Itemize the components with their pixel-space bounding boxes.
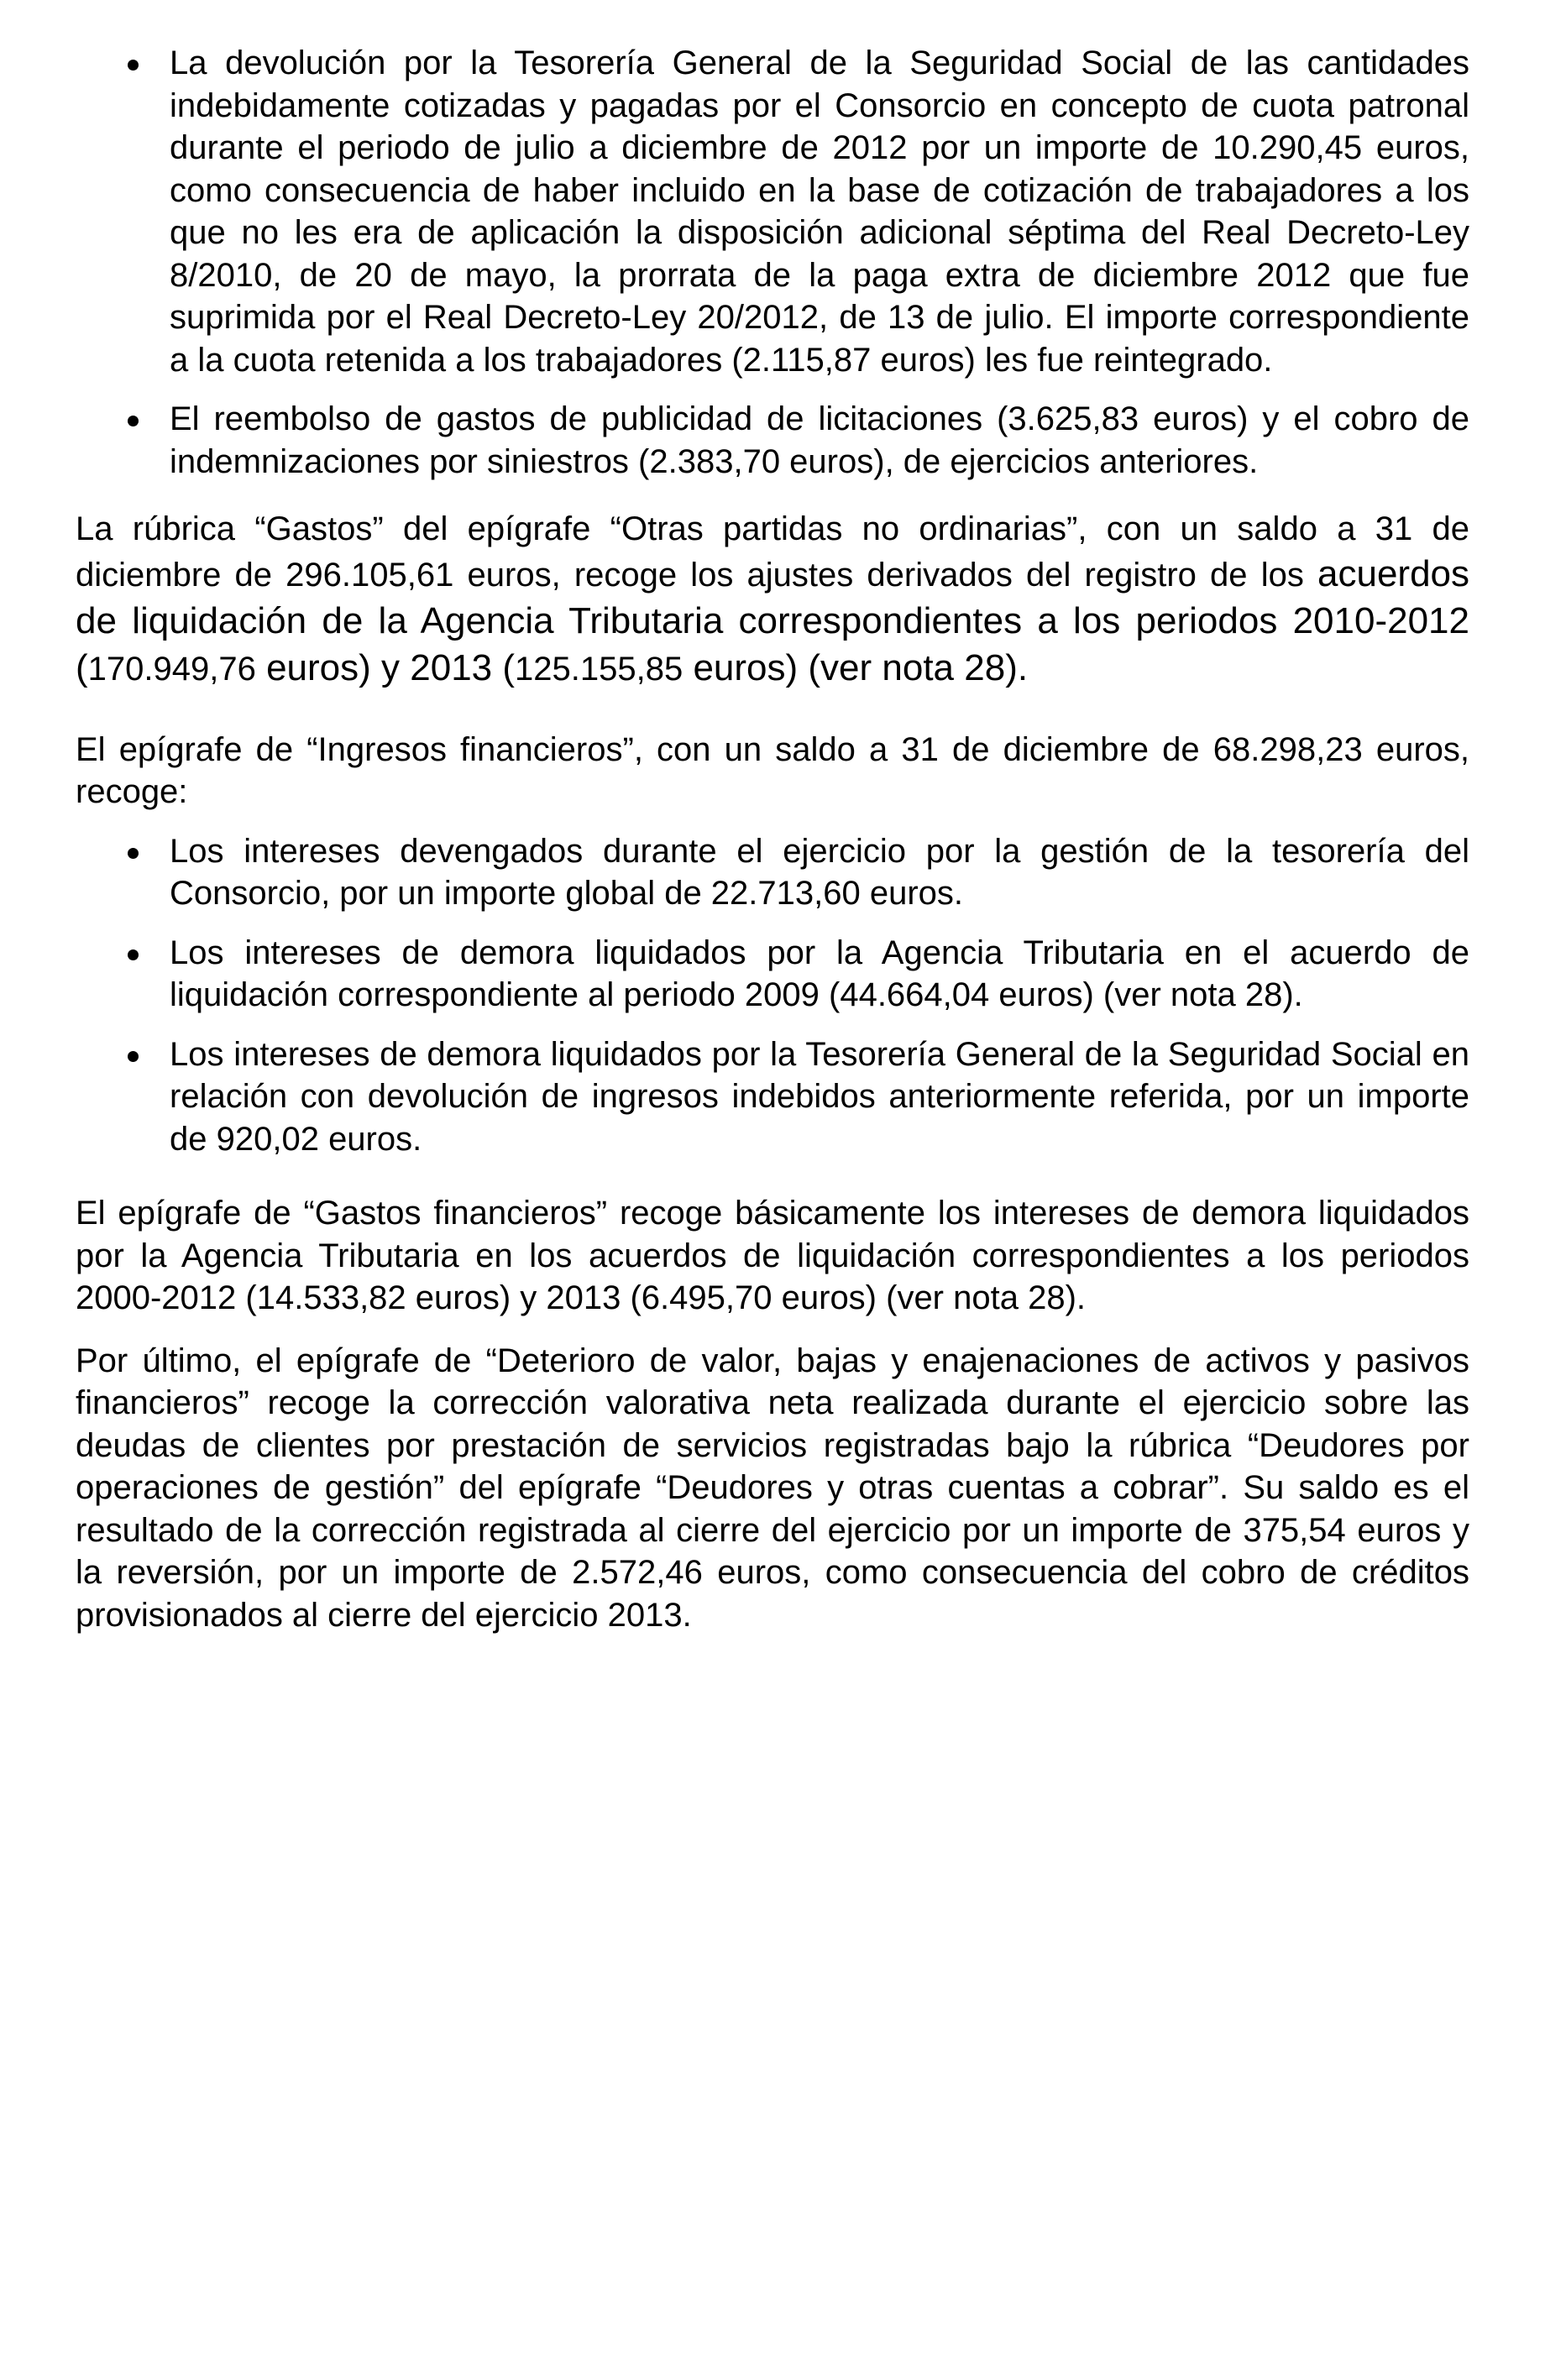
paragraph-deterioro: Por último, el epígrafe de “Deterioro de valor, bajas y enajenaciones de activos y pasivos financieros” recoge la corrección valorativa neta realizada durante el ejercicio sobre las deudas de clientes por prestación de servicios registradas bajo la rúbrica “Deudores por operaciones de gestión” del epígrafe “Deudores y otras cuentas a cobrar”. Su saldo es el resultado de la corrección registrada al cierre del ejercicio por un importe de 375,54 euros y la reversión, por un importe de 2.572,46 euros, como consecuencia del cobro de créditos provisionados al cierre del ejercicio 2013. bbox=[76, 1342, 1469, 1634]
list-item-text: Los intereses de demora liquidados por la Agencia Tributaria en el acuerdo de liquidación correspondiente al periodo 2009 (44.664,04 euros) (ver nota 28). bbox=[170, 934, 1469, 1013]
paragraph-text: 170.949,76 bbox=[87, 650, 256, 688]
list-item bbox=[76, 1033, 1469, 1161]
bullet-icon bbox=[128, 60, 139, 71]
paragraph-gastos bbox=[76, 508, 1469, 692]
paragraph-text: euros) (ver nota 28). bbox=[683, 646, 1029, 688]
paragraph-text: euros) y 2013 ( bbox=[255, 646, 516, 688]
bullet-list-ingresos bbox=[76, 830, 1469, 1161]
bullet-icon bbox=[128, 1051, 139, 1062]
list-item-text: Los intereses devengados durante el ejercicio por la gestión de la tesorería del Consorcio, por un importe global de 22.713,60 euros. bbox=[170, 832, 1469, 912]
list-item bbox=[76, 932, 1469, 1017]
paragraph-text: La rúbrica “Gastos” del epígrafe “Otras partidas no ordinarias”, con un saldo a 31 de diciembre de 296.105,61 euros, recoge los ajustes derivados del registro de los bbox=[76, 510, 1469, 594]
paragraph-gastos-financieros: El epígrafe de “Gastos financieros” recoge básicamente los intereses de demora liquidados por la Agencia Tributaria en los acuerdos de liquidación correspondientes a los periodos 2000-2012 (14.533,82 euros) y 2013 (6.495,70 euros) (ver nota 28). bbox=[76, 1195, 1469, 1316]
document-page bbox=[76, 42, 1469, 1636]
bullet-icon bbox=[128, 416, 139, 426]
bullet-list-top bbox=[76, 42, 1469, 483]
paragraph-text: acuerdos de liquidación de la Agencia Tributaria correspondientes a los periodos 2010-2012 ( bbox=[76, 552, 1470, 688]
list-item bbox=[76, 42, 1469, 381]
list-item bbox=[76, 830, 1469, 915]
list-item-text: La devolución por la Tesorería General de la Seguridad Social de las cantidades indebidamente cotizadas y pagadas por el Consorcio en concepto de cuota patronal durante el periodo de julio a diciembre de 2012 por un importe de 10.290,45 euros, como consecuencia de haber incluido en la base de cotización de trabajadores a los que no les era de aplicación la disposición adicional séptima del Real Decreto-Ley 8/2010, de 20 de mayo, la prorrata de la paga extra de diciembre 2012 que fue suprimida por el Real Decreto-Ley 20/2012, de 13 de julio. El importe correspondiente a la cuota retenida a los trabajadores (2.115,87 euros) les fue reintegrado. bbox=[170, 44, 1469, 379]
paragraph-text: 125.155,85 bbox=[515, 650, 683, 688]
list-item-text: El reembolso de gastos de publicidad de licitaciones (3.625,83 euros) y el cobro de indemnizaciones por siniestros (2.383,70 euros), de ejercicios anteriores. bbox=[170, 400, 1469, 480]
paragraph-ingresos-intro: El epígrafe de “Ingresos financieros”, con un saldo a 31 de diciembre de 68.298,23 euros, recoge: bbox=[76, 730, 1469, 810]
list-item-text: Los intereses de demora liquidados por la Tesorería General de la Seguridad Social en relación con devolución de ingresos indebidos anteriormente referida, por un importe de 920,02 euros. bbox=[170, 1035, 1469, 1158]
bullet-icon bbox=[128, 949, 139, 960]
list-item bbox=[76, 398, 1469, 483]
bullet-icon bbox=[128, 848, 139, 859]
